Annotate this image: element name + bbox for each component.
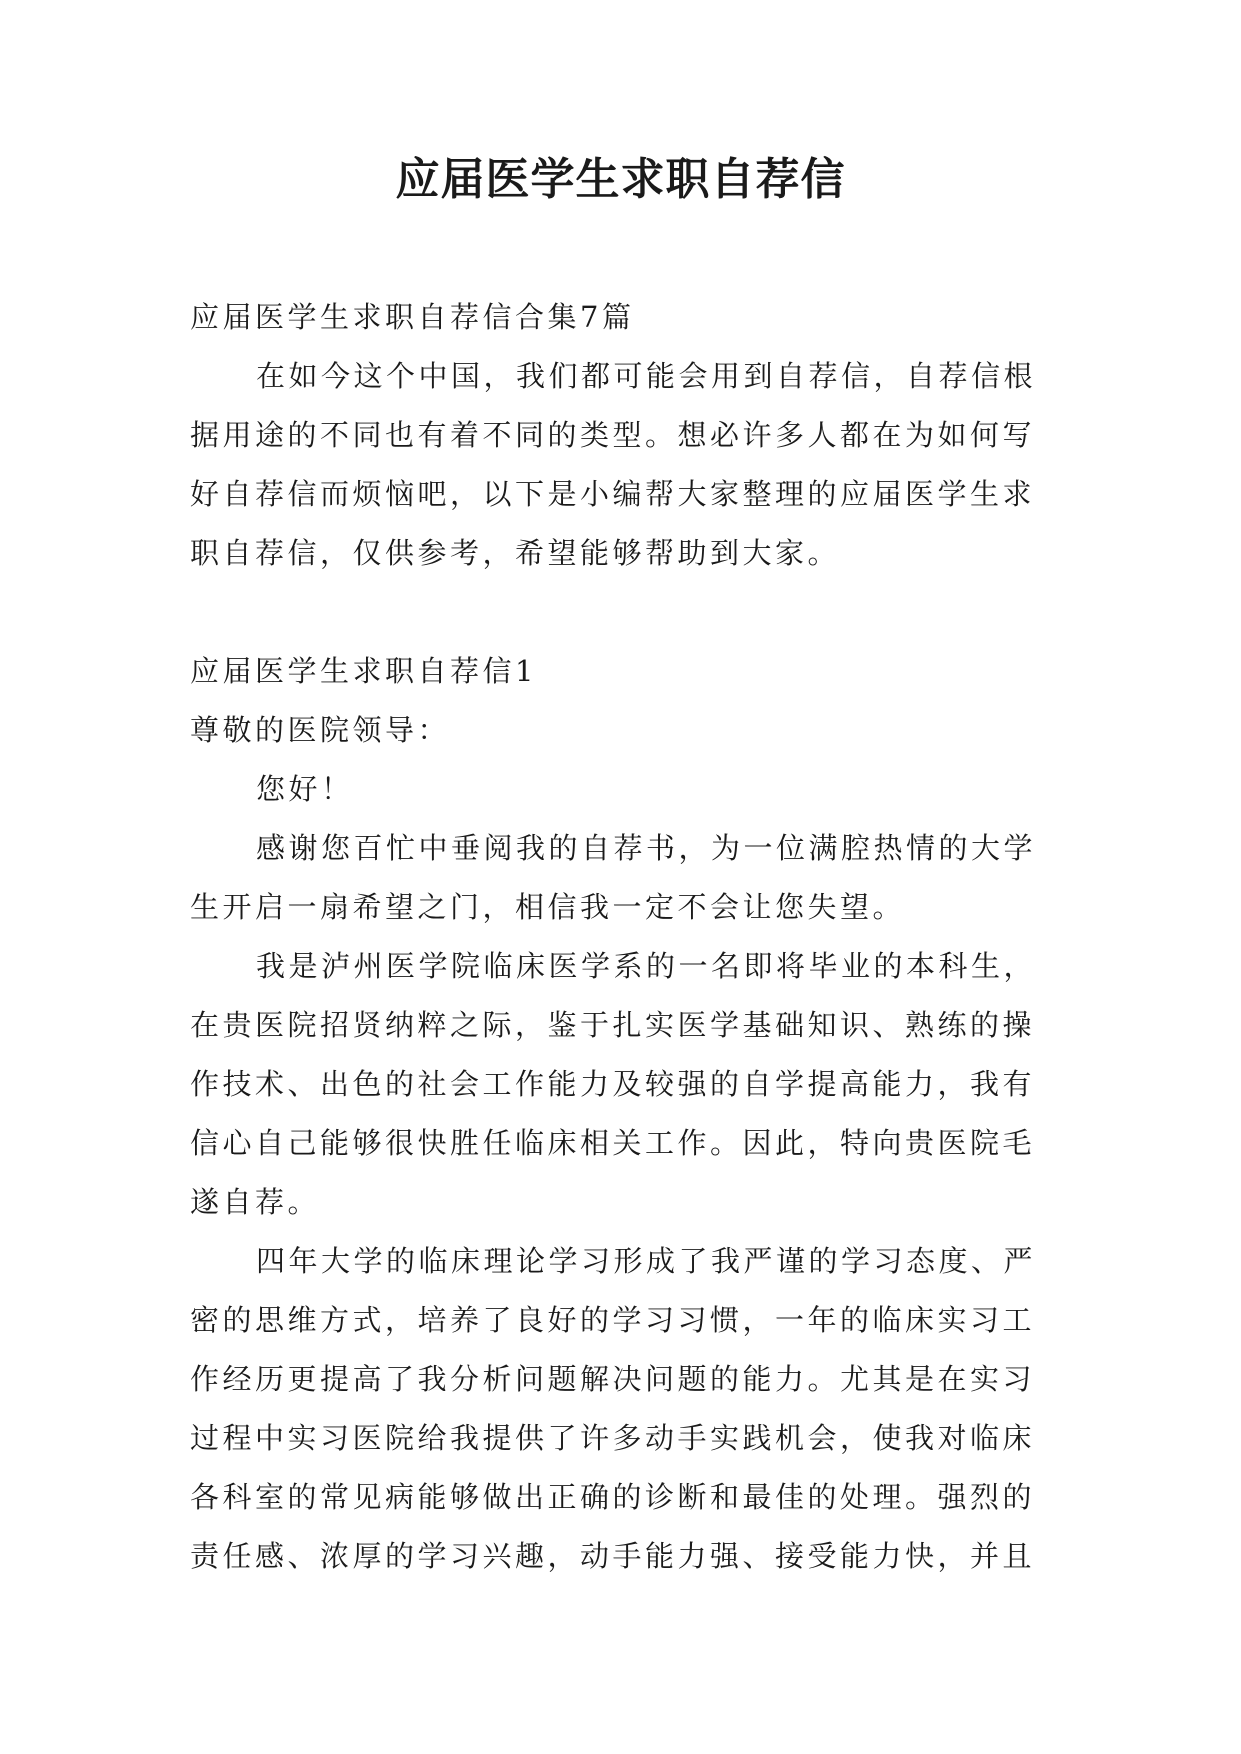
document-body [190,288,1050,1586]
intro-paragraph: 在如今这个中国，我们都可能会用到自荐信，自荐信根据用途的不同也有着不同的类型。想必许多人都在为如何写好自荐信而烦恼吧，以下是小编帮大家整理的应届医学生求职自荐信，仅供参考，希望能够帮助到大家。 [190,359,1037,570]
letter-paragraph-1: 感谢您百忙中垂阅我的自荐书，为一位满腔热情的大学生开启一扇希望之门，相信我一定不会让您失望。 [190,831,1037,924]
collection-heading: 应届医学生求职自荐信合集7篇 [190,300,635,334]
salutation: 尊敬的医院领导： [190,713,451,747]
document-title: 应届医学生求职自荐信 [395,154,846,205]
paragraph-spacer [190,583,1050,642]
letter-paragraph-3: 四年大学的临床理论学习形成了我严谨的学习态度、严密的思维方式，培养了良好的学习习惯，一年的临床实习工作经历更提高了我分析问题解决问题的能力。尤其是在实习过程中实习医院给我提供了许多动手实践机会，使我对临床各科室的常见病能够做出正确的诊断和最佳的处理。强烈的责任感、浓厚的学习兴趣，动手能力强、接受能力快，并且 [190,1244,1037,1573]
letter-paragraph-2: 我是泸州医学院临床医学系的一名即将毕业的本科生，在贵医院招贤纳粹之际，鉴于扎实医学基础知识、熟练的操作技术、出色的社会工作能力及较强的自学提高能力，我有信心自己能够很快胜任临床相关工作。因此，特向贵医院毛遂自荐。 [190,949,1037,1219]
letter-heading: 应届医学生求职自荐信1 [190,654,537,688]
greeting: 您好！ [256,772,354,806]
